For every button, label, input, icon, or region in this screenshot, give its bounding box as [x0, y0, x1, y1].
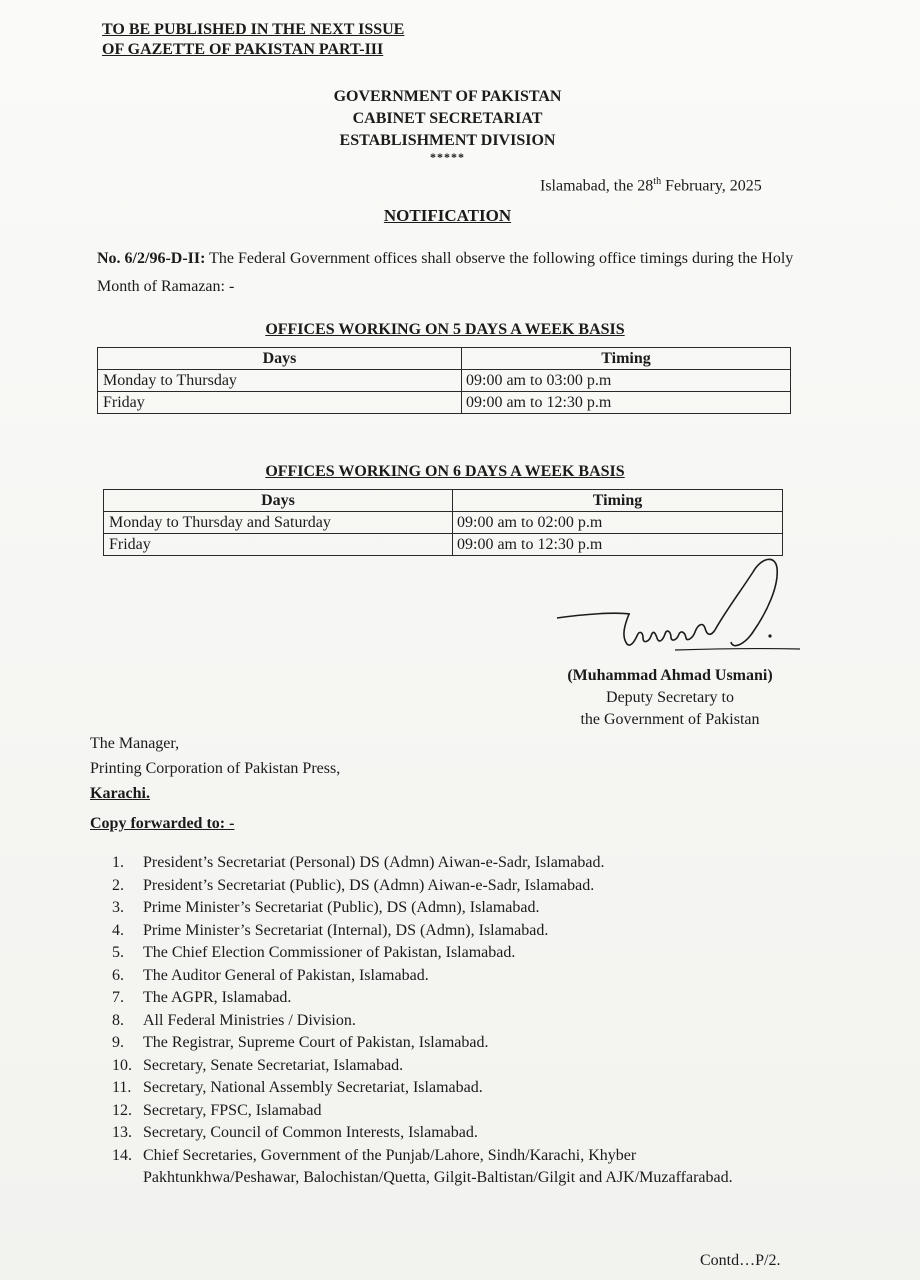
letterhead-cabinet: CABINET SECRETARIAT — [352, 110, 543, 127]
table6-header-row — [104, 490, 783, 512]
list-item-text: The Chief Election Commissioner of Pakistan, Islamabad. — [143, 944, 516, 961]
table-row — [104, 512, 783, 534]
notification-paragraph — [97, 245, 802, 301]
table5-row1-timing: 09:00 am to 03:00 p.m — [462, 370, 791, 392]
table6-header-timing: Timing — [453, 490, 783, 512]
list-item-number: 12. — [112, 1101, 132, 1119]
list-item-number: 5. — [112, 944, 124, 961]
table5-title: OFFICES WORKING ON 5 DAYS A WEEK BASIS — [265, 321, 625, 338]
table-row — [98, 370, 791, 392]
list-item — [112, 942, 752, 965]
letterhead-stars: ***** — [430, 150, 465, 164]
list-item-text: Prime Minister’s Secretariat (Internal), DS (Admn), Islamabad. — [143, 921, 549, 939]
list-item — [112, 1145, 752, 1190]
list-item-text: Secretary, FPSC, Islamabad — [143, 1101, 322, 1119]
list-item-text: President’s Secretariat (Public), DS (Admn) Aiwan-e-Sadr, Islamabad. — [143, 876, 595, 894]
list-item — [112, 987, 752, 1010]
list-item — [112, 965, 752, 988]
table6 — [103, 489, 783, 556]
list-item-text: Secretary, Senate Secretariat, Islamabad. — [143, 1056, 404, 1074]
table5 — [97, 347, 791, 414]
list-item — [112, 1055, 752, 1078]
list-item — [112, 897, 752, 920]
table6-header-days: Days — [104, 490, 453, 512]
table5-header-timing: Timing — [462, 348, 791, 370]
table6-row1-days: Monday to Thursday and Saturday — [104, 512, 453, 534]
dateline — [540, 176, 762, 195]
letterhead-division: ESTABLISHMENT DIVISION — [339, 132, 556, 149]
list-item-number: 4. — [112, 921, 124, 939]
list-item-number: 3. — [112, 899, 124, 916]
dateline-prefix: Islamabad, the 28 — [540, 177, 654, 195]
list-item-number: 1. — [112, 854, 124, 871]
list-item-text: Secretary, Council of Common Interests, Islamabad. — [143, 1124, 478, 1141]
list-item-text: Secretary, National Assembly Secretariat, Islamabad. — [143, 1079, 483, 1096]
list-item-text: Chief Secretaries, Government of the Punjab/Lahore, Sindh/Karachi, Khyber Pakhtunkhwa/Peshawar, Balochistan/Quetta, Gilgit-Baltistan/Gilgit and AJK/Muzaffarabad. — [143, 1146, 733, 1186]
copy-forwarded-title: Copy forwarded to: - — [90, 815, 235, 832]
table5-header-row — [98, 348, 791, 370]
signatory-block — [545, 665, 795, 731]
signatory-designation-1: Deputy Secretary to — [606, 689, 734, 706]
table6-title: OFFICES WORKING ON 6 DAYS A WEEK BASIS — [265, 463, 625, 480]
addressee-line-3: Karachi. — [90, 785, 150, 802]
list-item — [112, 920, 752, 943]
list-item — [112, 852, 752, 875]
list-item-text: President’s Secretariat (Personal) DS (Admn) Aiwan-e-Sadr, Islamabad. — [143, 854, 605, 871]
notification-title: NOTIFICATION — [383, 206, 512, 225]
letterhead-government: GOVERNMENT OF PAKISTAN — [333, 88, 562, 105]
list-item-text: Prime Minister’s Secretariat (Public), DS (Admn), Islamabad. — [143, 899, 540, 916]
table5-header-days: Days — [98, 348, 462, 370]
notification-text: The Federal Government offices shall observe the following office timings during the Holy Month of Ramazan: - — [97, 250, 794, 295]
list-item — [112, 1077, 752, 1100]
list-item-text: The AGPR, Islamabad. — [143, 989, 292, 1006]
table6-row1-timing: 09:00 am to 02:00 p.m — [453, 512, 783, 534]
gazette-notice — [102, 20, 404, 60]
notification-number: No. 6/2/96-D-II: — [97, 250, 206, 267]
list-item — [112, 1032, 752, 1055]
addressee-line-2: Printing Corporation of Pakistan Press, — [90, 760, 341, 777]
list-item-number: 14. — [112, 1146, 132, 1164]
list-item-number: 10. — [112, 1056, 132, 1074]
continued-marker: Contd…P/2. — [700, 1252, 781, 1269]
list-item-number: 2. — [112, 876, 124, 894]
table6-row2-days: Friday — [104, 534, 453, 556]
table5-row2-timing: 09:00 am to 12:30 p.m — [462, 392, 791, 414]
copy-forwarded-list — [112, 852, 752, 1190]
list-item — [112, 1122, 752, 1145]
signatory-name: (Muhammad Ahmad Usmani) — [567, 667, 773, 684]
list-item — [112, 1100, 752, 1123]
list-item-number: 9. — [112, 1034, 124, 1051]
signatory-designation-2: the Government of Pakistan — [580, 711, 760, 728]
list-item-number: 13. — [112, 1124, 132, 1141]
addressee-block — [90, 731, 340, 806]
signature-image — [555, 552, 805, 672]
list-item-number: 8. — [112, 1011, 124, 1029]
list-item-number: 7. — [112, 989, 124, 1006]
list-item-text: All Federal Ministries / Division. — [143, 1011, 356, 1029]
list-item — [112, 875, 752, 898]
dateline-suffix: February, 2025 — [661, 177, 762, 195]
gazette-line-1: TO BE PUBLISHED IN THE NEXT ISSUE — [102, 21, 405, 38]
table5-row2-days: Friday — [98, 392, 462, 414]
table-row — [98, 392, 791, 414]
letterhead — [0, 86, 895, 152]
addressee-line-1: The Manager, — [90, 735, 180, 752]
list-item-number: 11. — [112, 1079, 132, 1096]
dateline-suffix-sup: th — [653, 176, 662, 187]
list-item-number: 6. — [112, 966, 124, 984]
list-item-text: The Registrar, Supreme Court of Pakistan, Islamabad. — [143, 1034, 489, 1051]
list-item — [112, 1010, 752, 1033]
list-item-text: The Auditor General of Pakistan, Islamabad. — [143, 966, 429, 984]
table5-row1-days: Monday to Thursday — [98, 370, 462, 392]
table6-row2-timing: 09:00 am to 12:30 p.m — [453, 534, 783, 556]
gazette-line-2: OF GAZETTE OF PAKISTAN PART-III — [102, 41, 384, 58]
